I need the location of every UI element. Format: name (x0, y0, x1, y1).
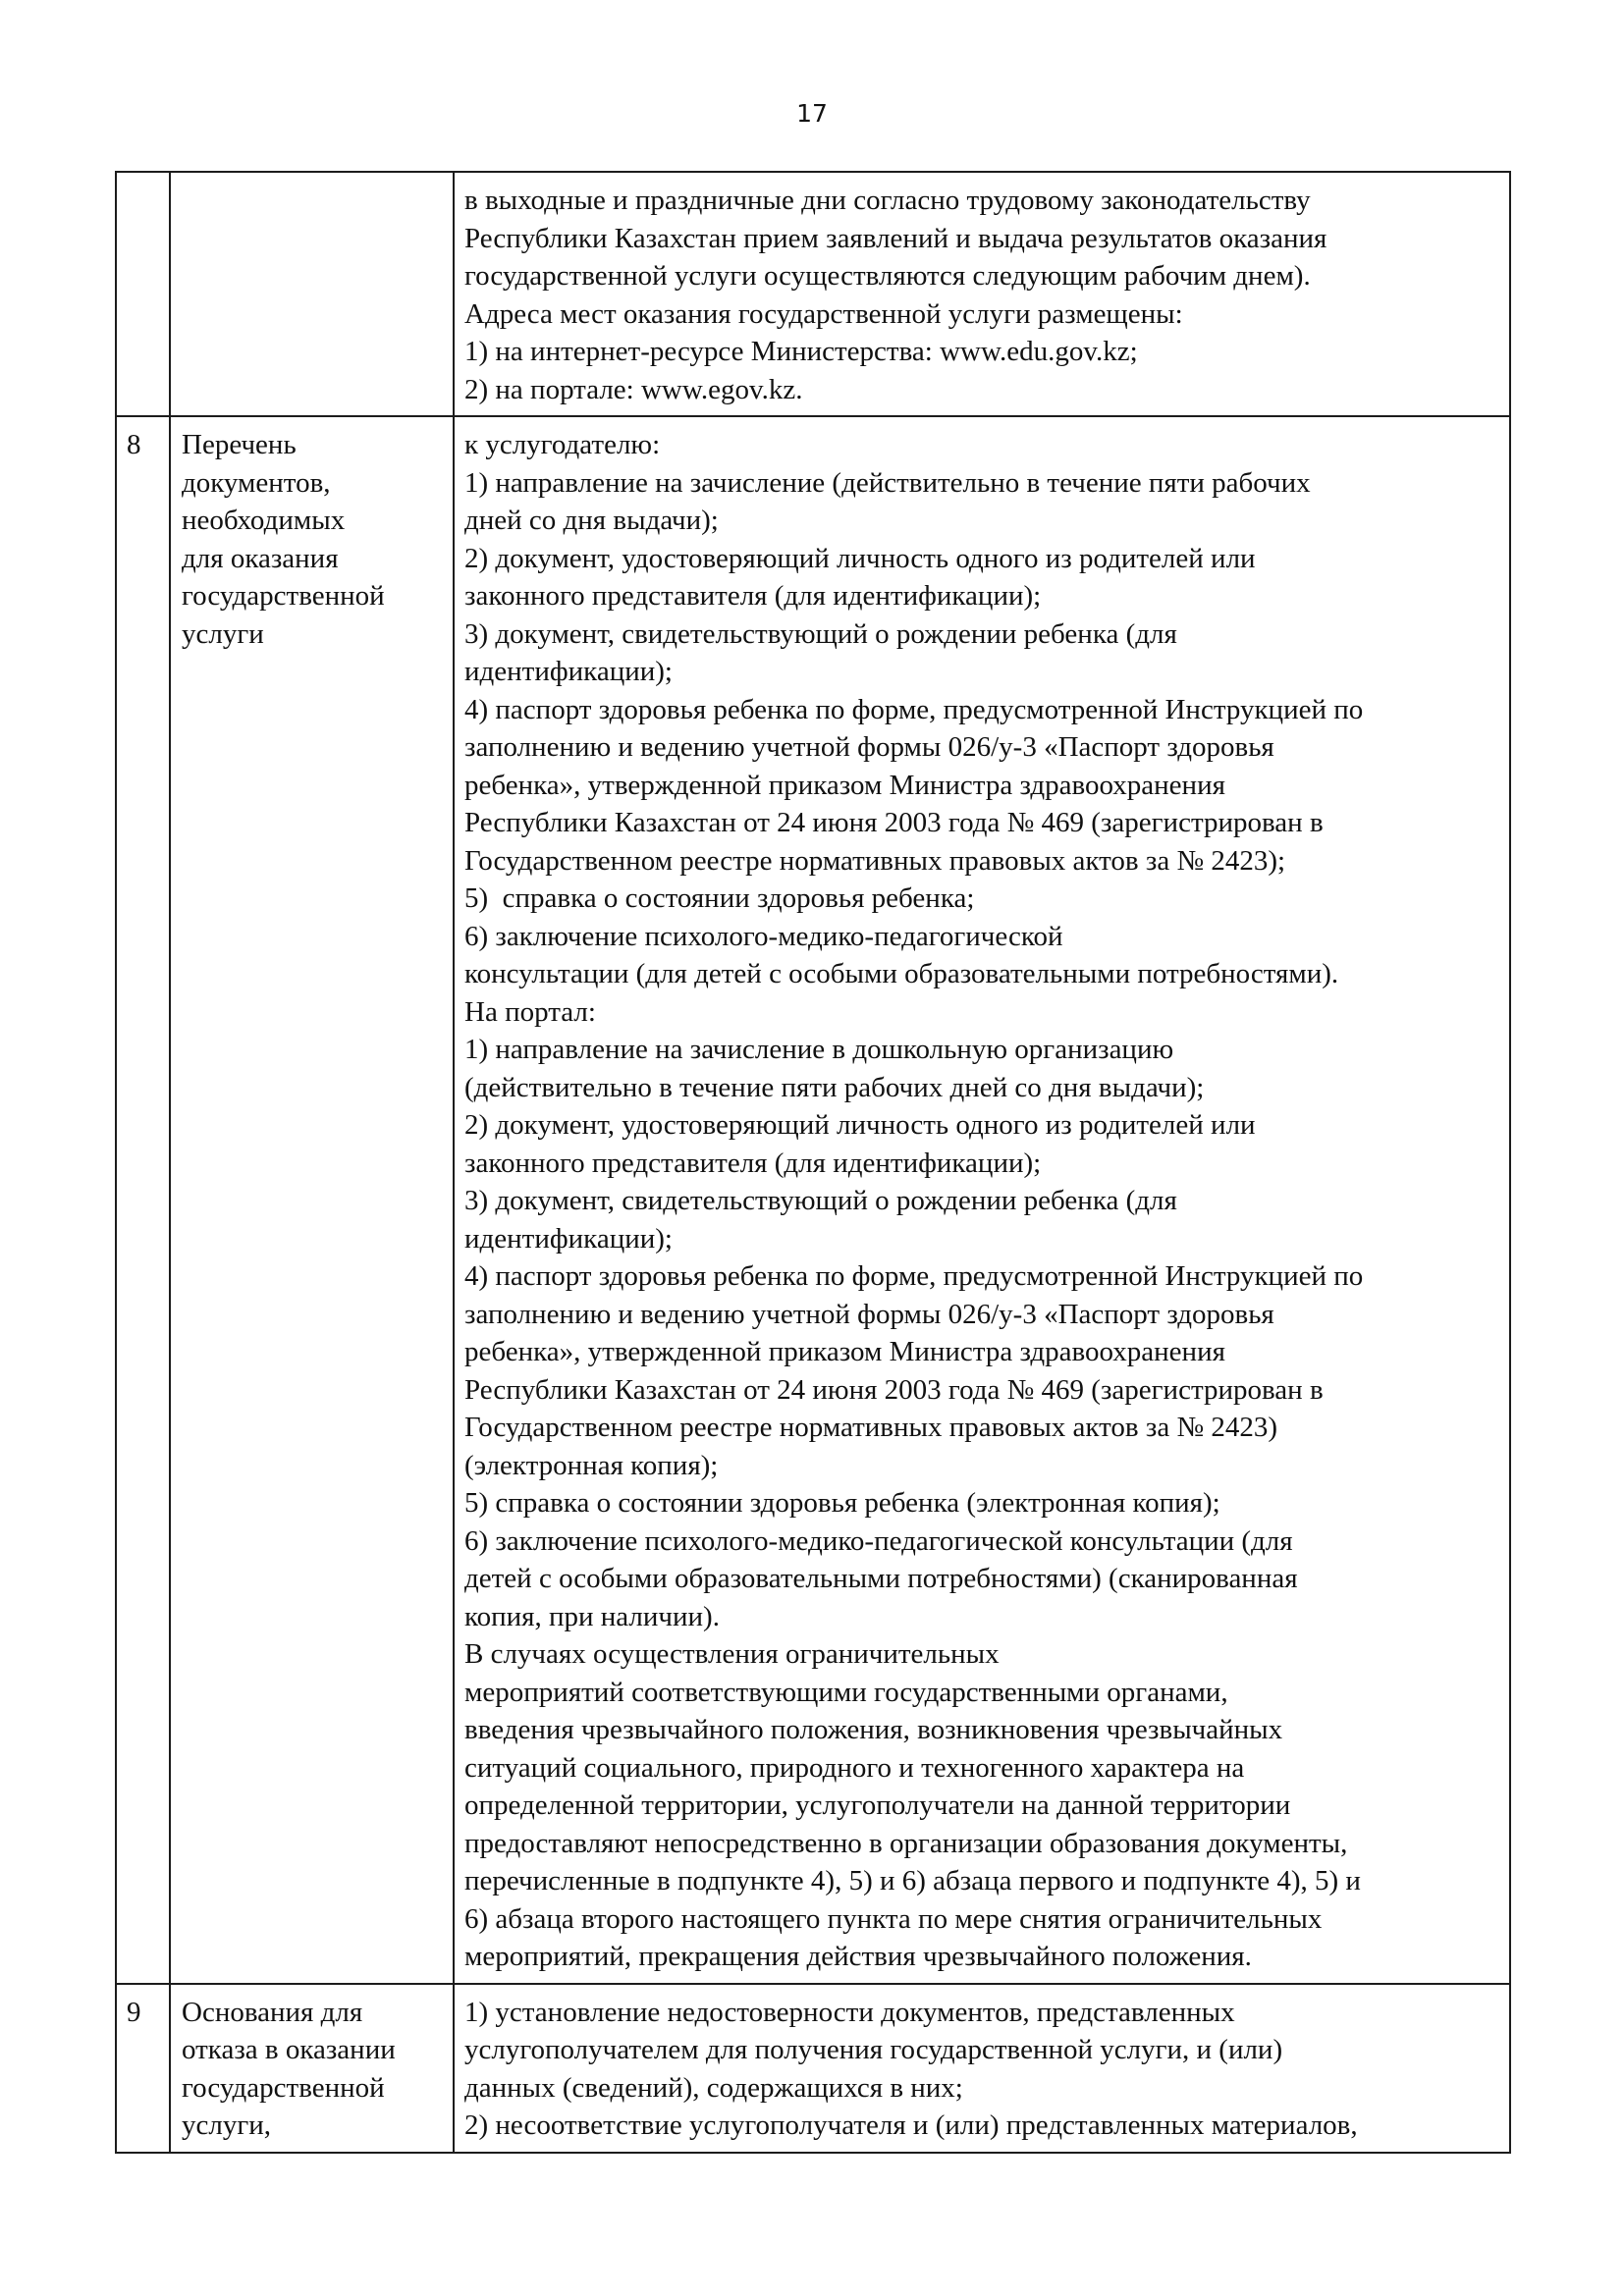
content-line: копия, при наличии). (464, 1600, 720, 1632)
content-line: данных (сведений), содержащихся в них; (464, 2071, 963, 2104)
content-line: 4) паспорт здоровья ребенка по форме, предусмотренной Инструкцией по (464, 1260, 1364, 1292)
content-line: Государственном реестре нормативных правовых актов за № 2423) (464, 1412, 1278, 1443)
content-line: 5) справка о состоянии здоровья ребенка; (464, 882, 975, 914)
content-line: 5) справка о состоянии здоровья ребенка (электронная копия); (464, 1487, 1220, 1519)
label-line: услуги (182, 617, 264, 650)
row-content-cell (454, 416, 1510, 1984)
content-line: консультации (для детей с особыми образовательными потребностями). (464, 958, 1339, 989)
content-line: Адреса мест оказания государственной услуги размещены: (464, 297, 1183, 330)
content-line: 1) направление на зачисление в дошкольную организацию (464, 1034, 1174, 1065)
row-content (455, 417, 1509, 1983)
label-line: Основания для (182, 1996, 363, 2028)
label-line: документов, (182, 466, 331, 499)
row-number-cell (116, 416, 170, 1984)
table-row-9 (116, 1984, 1510, 2153)
content-line: 6) заключение психолого-медико-педагогической консультации (для (464, 1524, 1293, 1557)
label-line: государственной (182, 580, 385, 612)
row-content-cell (454, 172, 1510, 416)
row-number (117, 173, 169, 188)
page-number: 17 (796, 99, 828, 128)
row-label (171, 173, 453, 188)
content-line: 3) документ, свидетельствующий о рождении ребенка (для (464, 1185, 1177, 1216)
content-line: Государственном реестре нормативных правовых актов за № 2423); (464, 844, 1286, 877)
row-label-cell (170, 172, 454, 416)
content-line: Республики Казахстан прием заявлений и выдача результатов оказания (464, 222, 1327, 254)
row-number-cell (116, 1984, 170, 2153)
content-line: 1) установление недостоверности документов, представленных (464, 1996, 1235, 2028)
row-number-cell (116, 172, 170, 416)
content-line: ситуаций социального, природного и техногенного характера на (464, 1751, 1245, 1784)
content-line: идентификации); (464, 1222, 673, 1255)
content-line: 2) несоответствие услугополучателя и (или) представленных материалов, (464, 2109, 1358, 2141)
content-line: дней со дня выдачи); (464, 505, 719, 536)
content-line: (действительно в течение пяти рабочих дней со дня выдачи); (464, 1071, 1205, 1103)
content-line: 6) заключение психолого-медико-педагогической (464, 920, 1063, 952)
content-line: заполнению и ведению учетной формы 026/у-3 «Паспорт здоровья (464, 1298, 1274, 1330)
content-line: На портал: (464, 995, 596, 1028)
row-label (171, 1985, 453, 2152)
content-line: в выходные и праздничные дни согласно трудовому законодательству (464, 185, 1311, 216)
label-line: отказа в оказании (182, 2034, 396, 2065)
content-line: 2) документ, удостоверяющий личность одного из родителей или (464, 1109, 1256, 1141)
content-line: 6) абзаца второго настоящего пункта по мере снятия ограничительных (464, 1902, 1323, 1935)
table-row-continuation (116, 172, 1510, 416)
content-line: введения чрезвычайного положения, возникновения чрезвычайных (464, 1714, 1283, 1745)
content-line: услугополучателем для получения государственной услуги, и (или) (464, 2034, 1283, 2065)
row-label (171, 417, 453, 660)
row-content (455, 1985, 1509, 2152)
service-standard-table (115, 171, 1511, 2154)
content-line: мероприятий, прекращения действия чрезвычайного положения. (464, 1941, 1252, 1972)
content-line: Республики Казахстан от 24 июня 2003 года № 469 (зарегистрирован в (464, 807, 1324, 838)
row-content (455, 173, 1509, 415)
content-line: 2) документ, удостоверяющий личность одного из родителей или (464, 542, 1256, 574)
content-line: 3) документ, свидетельствующий о рождении ребенка (для (464, 617, 1177, 650)
content-line: ребенка», утвержденной приказом Министра здравоохранения (464, 769, 1225, 801)
label-line: для оказания (182, 542, 339, 574)
content-line: ребенка», утвержденной приказом Министра здравоохранения (464, 1336, 1225, 1367)
label-line: услуги, (182, 2109, 272, 2141)
content-line: 4) паспорт здоровья ребенка по форме, предусмотренной Инструкцией по (464, 693, 1364, 725)
content-line: идентификации); (464, 656, 673, 687)
content-line: 1) на интернет-ресурсе Министерства: www.edu.gov.kz; (464, 336, 1138, 367)
row-number: 8 (127, 429, 141, 460)
content-line: (электронная копия); (464, 1449, 719, 1481)
row-label-cell (170, 1984, 454, 2153)
label-line: государственной (182, 2071, 385, 2104)
content-line: государственной услуги осуществляются следующим рабочим днем). (464, 260, 1311, 292)
row-number: 9 (127, 1996, 141, 2028)
label-line: Перечень (182, 429, 297, 460)
content-line: Республики Казахстан от 24 июня 2003 года № 469 (зарегистрирован в (464, 1373, 1324, 1406)
content-line: предоставляют непосредственно в организации образования документы, (464, 1827, 1348, 1859)
content-line: определенной территории, услугополучатели на данной территории (464, 1789, 1291, 1821)
content-line: законного представителя (для идентификации); (464, 580, 1042, 612)
row-label-cell (170, 416, 454, 1984)
content-line: законного представителя (для идентификации); (464, 1147, 1042, 1179)
label-line: необходимых (182, 505, 346, 536)
content-line: мероприятий соответствующими государственными органами, (464, 1676, 1228, 1708)
content-line: к услугодателю: (464, 429, 661, 460)
row-content-cell (454, 1984, 1510, 2153)
table-row-8 (116, 416, 1510, 1984)
content-line: детей с особыми образовательными потребностями) (сканированная (464, 1563, 1298, 1594)
content-line: 1) направление на зачисление (действительно в течение пяти рабочих (464, 466, 1311, 499)
content-line: В случаях осуществления ограничительных (464, 1638, 1000, 1670)
content-line: заполнению и ведению учетной формы 026/у-3 «Паспорт здоровья (464, 731, 1274, 763)
content-line: перечисленные в подпункте 4), 5) и 6) абзаца первого и подпункте 4), 5) и (464, 1865, 1361, 1896)
content-line: 2) на портале: www.egov.kz. (464, 373, 803, 405)
